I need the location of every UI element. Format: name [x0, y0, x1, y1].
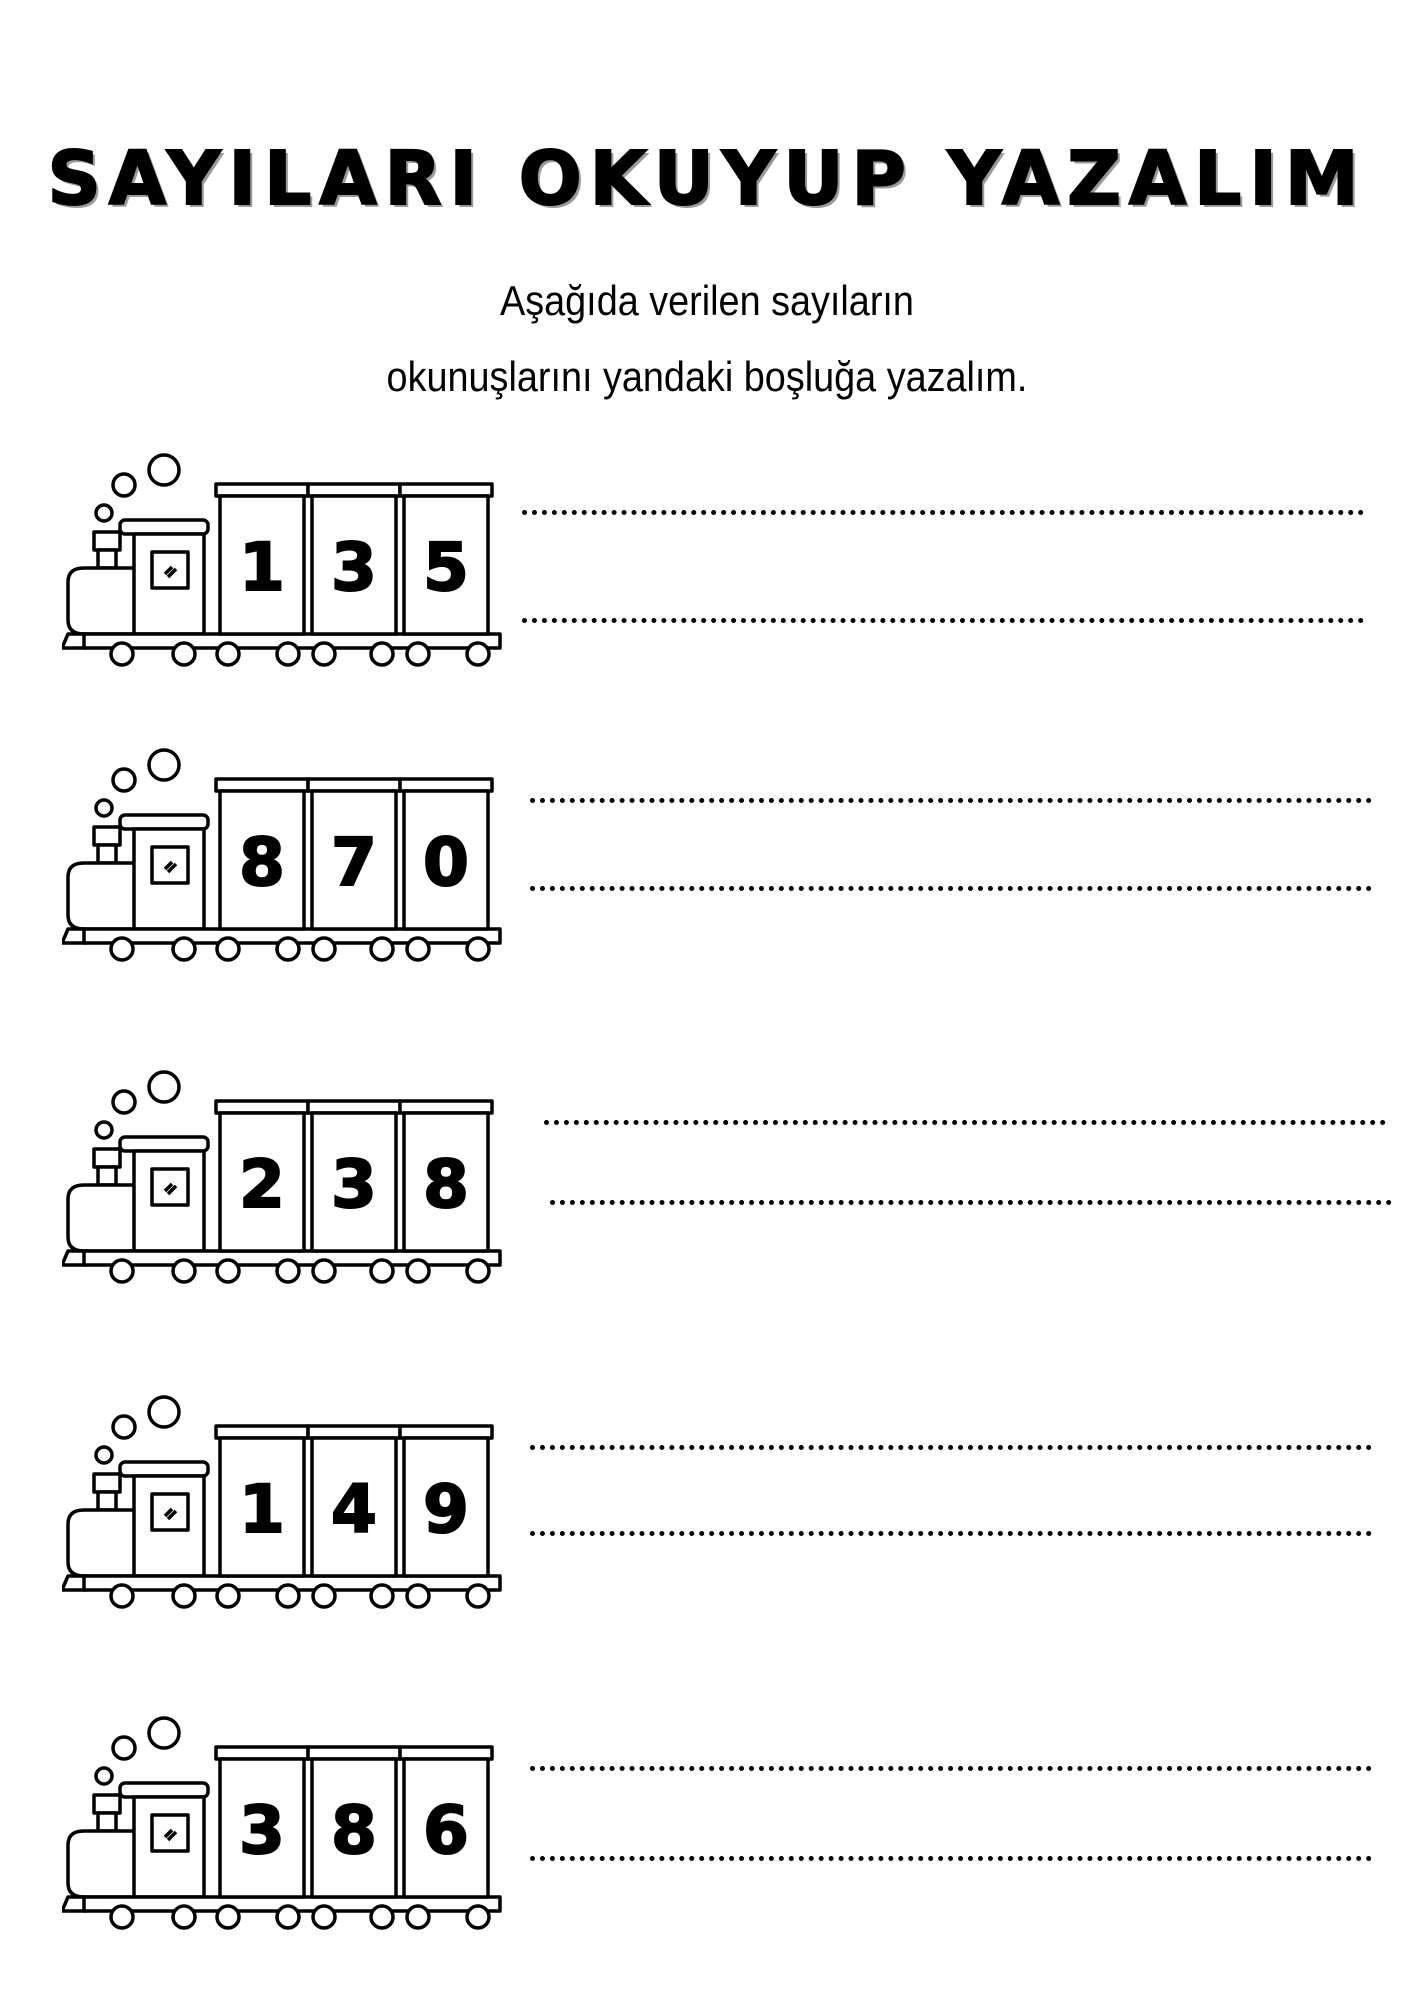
- wagon-digit: 0: [423, 824, 469, 901]
- smoke-puff-icon: [149, 455, 179, 485]
- wagon-roof: [216, 1747, 308, 1759]
- wagon-digit: 1: [239, 529, 285, 606]
- smoke-puff-icon: [96, 800, 112, 816]
- exercise-row: [0, 440, 1414, 690]
- wheel-icon: [371, 1906, 393, 1928]
- answer-line[interactable]: [550, 1200, 1392, 1205]
- wheel-icon: [111, 643, 133, 665]
- wagon-roof: [308, 779, 400, 791]
- smoke-puff-icon: [113, 1091, 135, 1113]
- wagon-digit: 9: [423, 1471, 469, 1548]
- smoke-puff-icon: [113, 769, 135, 791]
- wheel-icon: [111, 1585, 133, 1607]
- answer-line[interactable]: [530, 1531, 1372, 1536]
- wagon-roof: [308, 1747, 400, 1759]
- wheel-icon: [217, 938, 239, 960]
- answer-line[interactable]: [530, 1856, 1372, 1861]
- wheel-icon: [371, 1585, 393, 1607]
- wagon-roof: [400, 1747, 492, 1759]
- wagon-digit: 7: [331, 824, 377, 901]
- wheel-icon: [173, 1906, 195, 1928]
- smoke-puff-icon: [96, 1768, 112, 1784]
- answer-line[interactable]: [544, 1120, 1386, 1125]
- wagon-roof: [308, 1101, 400, 1113]
- wagon-roof: [400, 1101, 492, 1113]
- wheel-icon: [217, 643, 239, 665]
- wheel-icon: [467, 1260, 489, 1282]
- wagon-roof: [400, 779, 492, 791]
- wagon-digit: 1: [239, 1471, 285, 1548]
- wagon-digit: 2: [239, 1146, 285, 1223]
- exercise-row: [0, 1703, 1414, 1953]
- wheel-icon: [173, 938, 195, 960]
- wagon-roof: [216, 779, 308, 791]
- wagon-digit: 3: [331, 529, 377, 606]
- wagon-digit: 6: [423, 1792, 469, 1869]
- train-illustration: [62, 440, 502, 690]
- answer-line[interactable]: [530, 1445, 1372, 1450]
- wheel-icon: [313, 643, 335, 665]
- wheel-icon: [277, 1906, 299, 1928]
- wheel-icon: [111, 1260, 133, 1282]
- answer-line[interactable]: [522, 618, 1364, 623]
- wheel-icon: [277, 643, 299, 665]
- wheel-icon: [407, 1260, 429, 1282]
- wagon-digit: 4: [331, 1471, 377, 1548]
- wagon-digit: 5: [423, 529, 469, 606]
- smoke-puff-icon: [149, 750, 179, 780]
- wagon-roof: [216, 1101, 308, 1113]
- smoke-puff-icon: [113, 1737, 135, 1759]
- exercise-row: [0, 1382, 1414, 1632]
- wheel-icon: [371, 643, 393, 665]
- wheel-icon: [173, 643, 195, 665]
- wheel-icon: [277, 1260, 299, 1282]
- wheel-icon: [467, 1585, 489, 1607]
- answer-line[interactable]: [530, 886, 1372, 891]
- exercise-row: [0, 1057, 1414, 1307]
- wheel-icon: [313, 1585, 335, 1607]
- wheel-icon: [313, 1260, 335, 1282]
- wheel-icon: [173, 1585, 195, 1607]
- answer-line[interactable]: [530, 1766, 1372, 1771]
- wheel-icon: [371, 1260, 393, 1282]
- wagon-digit: 3: [239, 1792, 285, 1869]
- wheel-icon: [173, 1260, 195, 1282]
- wheel-icon: [313, 938, 335, 960]
- exercise-row: [0, 735, 1414, 985]
- wheel-icon: [277, 938, 299, 960]
- instruction-line-1: Aşağıda verilen sayıların: [500, 277, 914, 324]
- wheel-icon: [217, 1906, 239, 1928]
- answer-line[interactable]: [530, 798, 1372, 803]
- worksheet-title: SAYILARI OKUYUP YAZALIM: [47, 136, 1367, 222]
- answer-line[interactable]: [522, 510, 1364, 515]
- wagon-digit: 8: [239, 824, 285, 901]
- wagon-roof: [216, 1426, 308, 1438]
- wagon-digit: 3: [331, 1146, 377, 1223]
- wheel-icon: [407, 643, 429, 665]
- wheel-icon: [467, 938, 489, 960]
- wheel-icon: [313, 1906, 335, 1928]
- instruction-line-2: okunuşlarını yandaki boşluğa yazalım.: [386, 353, 1028, 400]
- smoke-puff-icon: [96, 1122, 112, 1138]
- train-illustration: [62, 1057, 502, 1307]
- wheel-icon: [407, 1585, 429, 1607]
- wheel-icon: [407, 938, 429, 960]
- wheel-icon: [111, 938, 133, 960]
- smoke-puff-icon: [149, 1072, 179, 1102]
- wagon-roof: [308, 1426, 400, 1438]
- wheel-icon: [467, 1906, 489, 1928]
- smoke-puff-icon: [113, 474, 135, 496]
- wagon-roof: [308, 484, 400, 496]
- wagon-digit: 8: [423, 1146, 469, 1223]
- smoke-puff-icon: [113, 1416, 135, 1438]
- wheel-icon: [217, 1585, 239, 1607]
- wagon-roof: [400, 1426, 492, 1438]
- smoke-puff-icon: [96, 1447, 112, 1463]
- train-illustration: [62, 1382, 502, 1632]
- wheel-icon: [467, 643, 489, 665]
- wheel-icon: [217, 1260, 239, 1282]
- wheel-icon: [407, 1906, 429, 1928]
- wheel-icon: [371, 938, 393, 960]
- smoke-puff-icon: [149, 1397, 179, 1427]
- wagon-roof: [400, 484, 492, 496]
- smoke-puff-icon: [96, 505, 112, 521]
- train-illustration: [62, 1703, 502, 1953]
- wagon-roof: [216, 484, 308, 496]
- train-illustration: [62, 735, 502, 985]
- wheel-icon: [111, 1906, 133, 1928]
- wheel-icon: [277, 1585, 299, 1607]
- smoke-puff-icon: [149, 1718, 179, 1748]
- wagon-digit: 8: [331, 1792, 377, 1869]
